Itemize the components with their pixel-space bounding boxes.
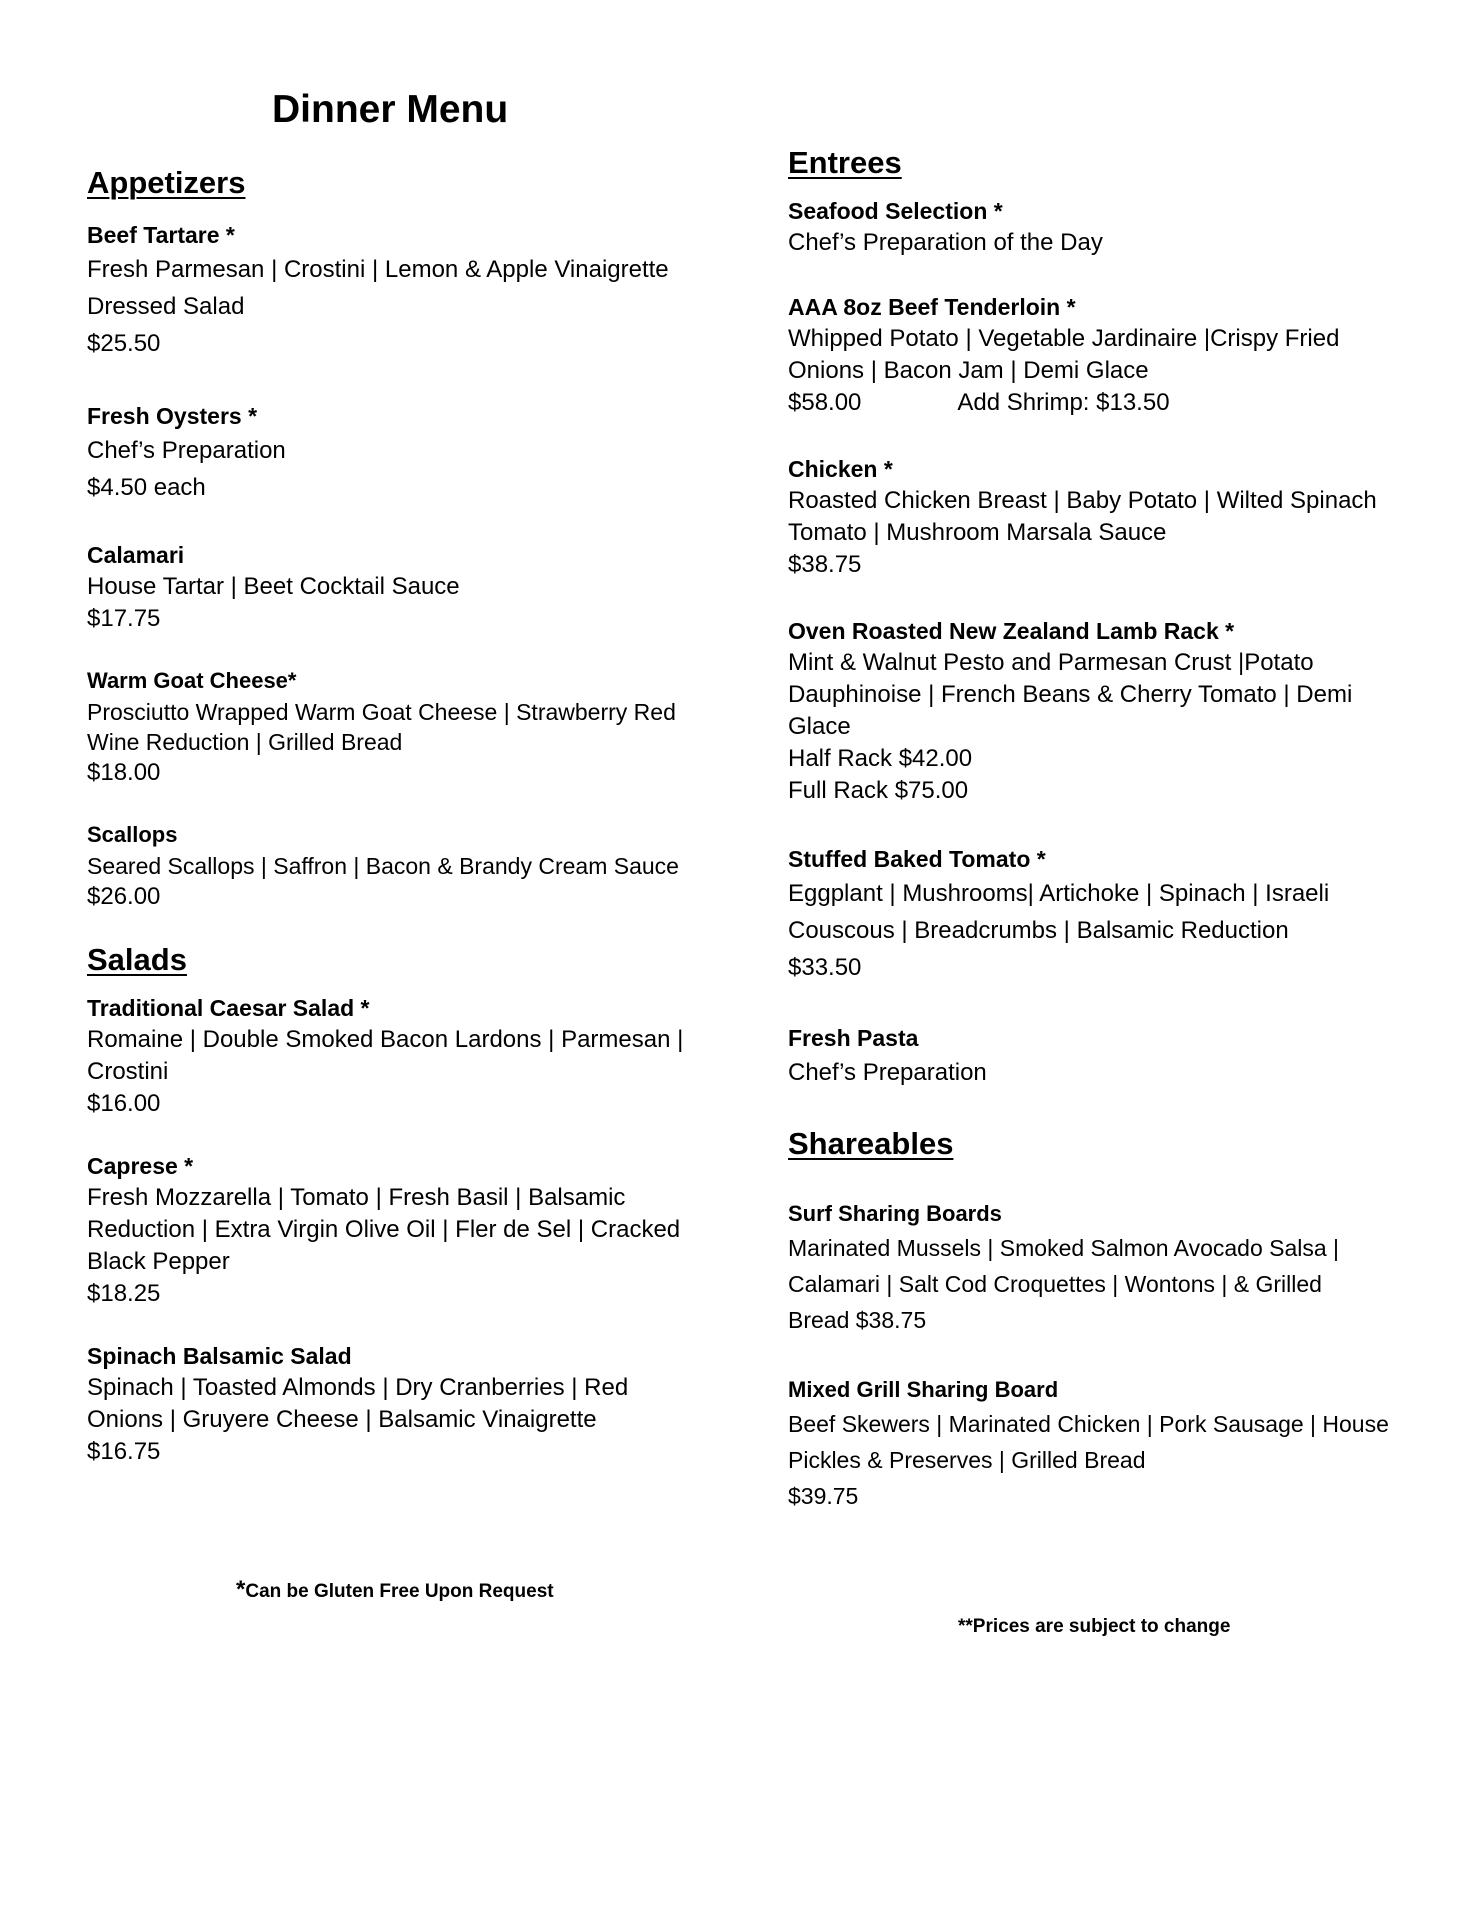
item-name: Oven Roasted New Zealand Lamb Rack * <box>788 617 1235 644</box>
prices-note: **Prices are subject to change <box>958 1616 1231 1637</box>
item-price: $17.75 <box>87 604 161 632</box>
item-desc: Fresh Parmesan | Crostini | Lemon & Apple Vinaigrette Dressed Salad <box>87 255 669 320</box>
menu-item-stuffed-baked-tomato <box>788 843 1408 986</box>
item-price-half: Half Rack $42.00 <box>788 744 973 772</box>
item-price: $16.75 <box>87 1437 161 1465</box>
item-price: $33.50 <box>788 953 862 981</box>
section-title-appetizers: Appetizers <box>87 165 246 200</box>
item-desc: Prosciutto Wrapped Warm Goat Cheese | Strawberry Red Wine Reduction | Grilled Bread <box>87 698 676 755</box>
item-desc: Fresh Mozzarella | Tomato | Fresh Basil | Balsamic Reduction | Extra Virgin Olive Oil | Fler de Sel | Cracked Black Pepper <box>87 1183 681 1275</box>
item-addon-price: Add Shrimp: $13.50 <box>957 388 1170 416</box>
page-title: Dinner Menu <box>272 88 509 131</box>
item-name: Scallops <box>87 821 178 847</box>
item-name: Spinach Balsamic Salad <box>87 1342 352 1369</box>
menu-item-warm-goat-cheese <box>87 665 727 789</box>
menu-item-seafood-selection <box>788 195 1408 259</box>
item-name: Warm Goat Cheese* <box>87 667 297 693</box>
left-column <box>87 164 727 1468</box>
item-name: Fresh Pasta <box>788 1024 919 1051</box>
menu-item-caesar-salad <box>87 992 727 1120</box>
item-desc: Romaine | Double Smoked Bacon Lardons | Parmesan | Crostini <box>87 1025 684 1085</box>
right-column <box>788 144 1408 1514</box>
item-price: $38.75 <box>788 550 862 578</box>
menu-item-surf-sharing-boards <box>788 1198 1408 1338</box>
item-price-full: Full Rack $75.00 <box>788 776 969 804</box>
item-price: $16.00 <box>87 1089 161 1117</box>
item-desc: Eggplant | Mushrooms| Artichoke | Spinach | Israeli Couscous | Breadcrumbs | Balsamic Reduction <box>788 879 1330 944</box>
menu-item-fresh-pasta <box>788 1022 1408 1091</box>
item-price: $25.50 <box>87 329 161 357</box>
section-title-salads: Salads <box>87 941 187 977</box>
item-desc: Mint & Walnut Pesto and Parmesan Crust |Potato Dauphinoise | French Beans & Cherry Tomato | Demi Glace <box>788 648 1353 740</box>
item-desc: Roasted Chicken Breast | Baby Potato | Wilted Spinach Tomato | Mushroom Marsala Sauce <box>788 486 1377 546</box>
menu-item-beef-tenderloin <box>788 291 1408 419</box>
item-price: $39.75 <box>788 1482 859 1509</box>
item-name: Seafood Selection * <box>788 197 1003 224</box>
item-price: $58.00 <box>788 388 862 416</box>
item-name: AAA 8oz Beef Tenderloin * <box>788 293 1076 320</box>
item-price: $18.00 <box>87 758 161 786</box>
menu-item-caprese <box>87 1150 727 1310</box>
section-title-shareables: Shareables <box>788 1125 954 1161</box>
item-desc: Marinated Mussels | Smoked Salmon Avocado Salsa | Calamari | Salt Cod Croquettes | Wontons | & Grilled Bread $38.75 <box>788 1234 1340 1333</box>
item-desc: Beef Skewers | Marinated Chicken | Pork Sausage | House Pickles & Preserves | Grilled Bread <box>788 1410 1389 1473</box>
gluten-free-note <box>236 1576 554 1604</box>
item-name: Caprese * <box>87 1152 194 1179</box>
item-price: $4.50 each <box>87 473 206 501</box>
item-desc: Chef’s Preparation of the Day <box>788 228 1103 256</box>
menu-item-lamb-rack <box>788 615 1408 807</box>
menu-item-scallops <box>87 819 727 913</box>
gluten-free-note-text: Can be Gluten Free Upon Request <box>245 1581 554 1602</box>
item-name: Mixed Grill Sharing Board <box>788 1376 1059 1402</box>
section-title-entrees: Entrees <box>788 145 902 180</box>
item-name: Calamari <box>87 541 185 568</box>
menu-item-spinach-balsamic-salad <box>87 1340 727 1468</box>
menu-item-mixed-grill-sharing-board <box>788 1374 1408 1514</box>
item-desc: Whipped Potato | Vegetable Jardinaire |Crispy Fried Onions | Bacon Jam | Demi Glace <box>788 324 1340 384</box>
item-price-row <box>788 387 1408 419</box>
menu-item-calamari <box>87 539 727 635</box>
item-price: $26.00 <box>87 882 161 910</box>
menu-item-chicken <box>788 453 1408 581</box>
menu-item-fresh-oysters <box>87 400 727 506</box>
asterisk: * <box>236 1576 246 1603</box>
item-price: $18.25 <box>87 1279 161 1307</box>
item-desc: Spinach | Toasted Almonds | Dry Cranberries | Red Onions | Gruyere Cheese | Balsamic Vinaigrette <box>87 1373 629 1433</box>
item-name: Stuffed Baked Tomato * <box>788 845 1046 872</box>
item-desc: Chef’s Preparation <box>87 436 286 464</box>
item-name: Fresh Oysters * <box>87 402 258 429</box>
item-desc: Seared Scallops | Saffron | Bacon & Brandy Cream Sauce <box>87 852 679 879</box>
item-name: Beef Tartare * <box>87 221 235 248</box>
menu-item-beef-tartare <box>87 219 727 362</box>
item-desc: Chef’s Preparation <box>788 1058 987 1086</box>
item-desc: House Tartar | Beet Cocktail Sauce <box>87 572 460 600</box>
item-name: Surf Sharing Boards <box>788 1200 1002 1226</box>
item-name: Traditional Caesar Salad * <box>87 994 370 1021</box>
item-name: Chicken * <box>788 455 893 482</box>
